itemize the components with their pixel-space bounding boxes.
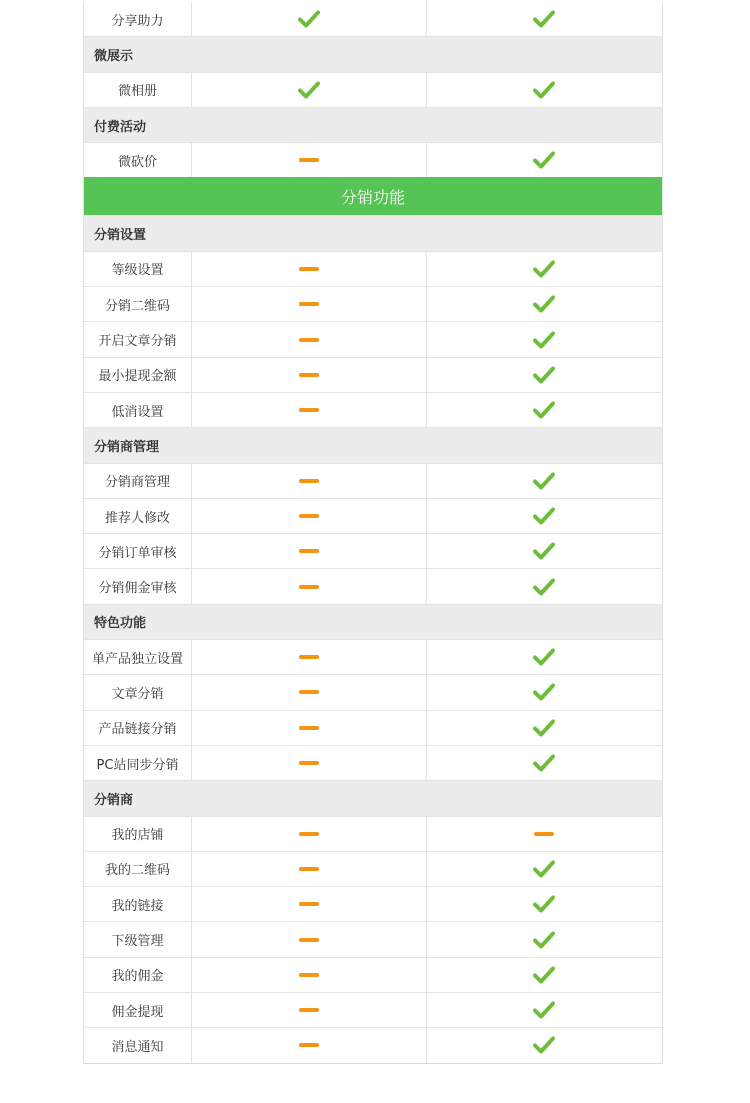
table-row (84, 886, 662, 921)
table-row (84, 392, 662, 427)
advanced-plan-cell (427, 287, 660, 321)
advanced-plan-cell (427, 993, 660, 1027)
dash-icon (299, 973, 319, 977)
basic-plan-cell (192, 287, 427, 321)
dash-icon (299, 158, 319, 162)
basic-plan-cell (192, 393, 427, 427)
table-row (84, 921, 662, 956)
basic-plan-cell (192, 73, 427, 107)
check-icon (533, 366, 555, 384)
feature-name: 低消设置 (84, 393, 192, 427)
advanced-plan-cell (427, 711, 660, 745)
section-title: 分销商 (94, 792, 134, 808)
check-icon (533, 295, 555, 313)
basic-plan-cell (192, 322, 427, 356)
advanced-plan-cell (427, 534, 660, 568)
feature-name: 下级管理 (84, 922, 192, 956)
table-row (84, 1027, 662, 1062)
check-icon (533, 966, 555, 984)
feature-name: 我的店铺 (84, 817, 192, 851)
basic-plan-cell (192, 922, 427, 956)
basic-plan-cell (192, 711, 427, 745)
dash-icon (299, 267, 319, 271)
feature-name: 我的二维码 (84, 852, 192, 886)
advanced-plan-cell (427, 252, 660, 286)
feature-name: 产品链接分销 (84, 711, 192, 745)
table-row (84, 710, 662, 745)
advanced-plan-cell (427, 1028, 660, 1062)
table-row (84, 992, 662, 1027)
dash-icon (299, 479, 319, 483)
section-title: 分销设置 (94, 228, 147, 244)
table-row (84, 816, 662, 851)
advanced-plan-cell (427, 393, 660, 427)
basic-plan-cell (192, 569, 427, 603)
check-icon (533, 1036, 555, 1054)
basic-plan-cell (192, 358, 427, 392)
basic-plan-cell (192, 852, 427, 886)
table-row (84, 533, 662, 568)
check-icon (533, 719, 555, 737)
basic-plan-cell (192, 817, 427, 851)
feature-name: 佣金提现 (84, 993, 192, 1027)
feature-name: 分销商管理 (84, 464, 192, 498)
section-title: 特色功能 (94, 616, 147, 632)
dash-icon (299, 373, 319, 377)
advanced-plan-cell (427, 817, 660, 851)
table-row (84, 251, 662, 286)
basic-plan-cell (192, 640, 427, 674)
dash-icon (534, 832, 554, 836)
check-icon (533, 81, 555, 99)
feature-name: 消息通知 (84, 1028, 192, 1062)
feature-name: 开启文章分销 (84, 322, 192, 356)
check-icon (533, 151, 555, 169)
check-icon (533, 860, 555, 878)
table-row (84, 957, 662, 992)
basic-plan-cell (192, 675, 427, 709)
feature-name: 文章分销 (84, 675, 192, 709)
section-header (84, 36, 662, 71)
advanced-plan-cell (427, 73, 660, 107)
basic-plan-cell (192, 1028, 427, 1062)
table-row (84, 674, 662, 709)
section-header (84, 107, 662, 142)
feature-name: 我的链接 (84, 887, 192, 921)
feature-name: 推荐人修改 (84, 499, 192, 533)
section-header (84, 215, 662, 250)
table-row (84, 357, 662, 392)
table-row (84, 639, 662, 674)
advanced-plan-cell (427, 358, 660, 392)
advanced-plan-cell (427, 2, 660, 36)
check-icon (533, 754, 555, 772)
table-row (84, 851, 662, 886)
dash-icon (299, 726, 319, 730)
dash-icon (299, 302, 319, 306)
category-banner (84, 177, 662, 215)
feature-name: 分销佣金审核 (84, 569, 192, 603)
table-row (84, 498, 662, 533)
basic-plan-cell (192, 143, 427, 177)
basic-plan-cell (192, 2, 427, 36)
dash-icon (299, 867, 319, 871)
check-icon (533, 331, 555, 349)
check-icon (533, 931, 555, 949)
feature-name: 单产品独立设置 (84, 640, 192, 674)
table-row (84, 568, 662, 603)
advanced-plan-cell (427, 143, 660, 177)
feature-name: PC站同步分销 (84, 746, 192, 780)
basic-plan-cell (192, 464, 427, 498)
dash-icon (299, 832, 319, 836)
dash-icon (299, 1008, 319, 1012)
dash-icon (299, 585, 319, 589)
table-row (84, 321, 662, 356)
basic-plan-cell (192, 993, 427, 1027)
basic-plan-cell (192, 499, 427, 533)
basic-plan-cell (192, 887, 427, 921)
dash-icon (299, 655, 319, 659)
check-icon (533, 401, 555, 419)
advanced-plan-cell (427, 675, 660, 709)
feature-name: 分销订单审核 (84, 534, 192, 568)
dash-icon (299, 549, 319, 553)
feature-name: 我的佣金 (84, 958, 192, 992)
feature-comparison-table (83, 2, 663, 1064)
check-icon (298, 81, 320, 99)
dash-icon (299, 514, 319, 518)
check-icon (298, 10, 320, 28)
advanced-plan-cell (427, 640, 660, 674)
banner-title: 分销功能 (340, 187, 405, 207)
feature-name: 微相册 (84, 73, 192, 107)
section-header (84, 604, 662, 639)
section-title: 微展示 (94, 48, 134, 64)
advanced-plan-cell (427, 322, 660, 356)
section-header (84, 427, 662, 462)
advanced-plan-cell (427, 464, 660, 498)
advanced-plan-cell (427, 746, 660, 780)
basic-plan-cell (192, 746, 427, 780)
dash-icon (299, 338, 319, 342)
feature-name: 微砍价 (84, 143, 192, 177)
table-row (84, 142, 662, 177)
table-row (84, 286, 662, 321)
section-title: 分销商管理 (94, 439, 160, 455)
basic-plan-cell (192, 958, 427, 992)
check-icon (533, 260, 555, 278)
dash-icon (299, 938, 319, 942)
basic-plan-cell (192, 534, 427, 568)
check-icon (533, 542, 555, 560)
advanced-plan-cell (427, 569, 660, 603)
advanced-plan-cell (427, 887, 660, 921)
feature-name: 分享助力 (84, 2, 192, 36)
check-icon (533, 1001, 555, 1019)
table-row (84, 72, 662, 107)
feature-name: 最小提现金额 (84, 358, 192, 392)
dash-icon (299, 408, 319, 412)
check-icon (533, 895, 555, 913)
advanced-plan-cell (427, 922, 660, 956)
dash-icon (299, 761, 319, 765)
check-icon (533, 683, 555, 701)
dash-icon (299, 1043, 319, 1047)
table-row (84, 463, 662, 498)
feature-name: 分销二维码 (84, 287, 192, 321)
advanced-plan-cell (427, 852, 660, 886)
section-title: 付费活动 (94, 119, 147, 135)
table-row (84, 745, 662, 780)
advanced-plan-cell (427, 499, 660, 533)
check-icon (533, 507, 555, 525)
table-row (84, 2, 662, 36)
check-icon (533, 648, 555, 666)
advanced-plan-cell (427, 958, 660, 992)
dash-icon (299, 690, 319, 694)
check-icon (533, 10, 555, 28)
dash-icon (299, 902, 319, 906)
check-icon (533, 472, 555, 490)
section-header (84, 780, 662, 815)
feature-name: 等级设置 (84, 252, 192, 286)
check-icon (533, 578, 555, 596)
basic-plan-cell (192, 252, 427, 286)
